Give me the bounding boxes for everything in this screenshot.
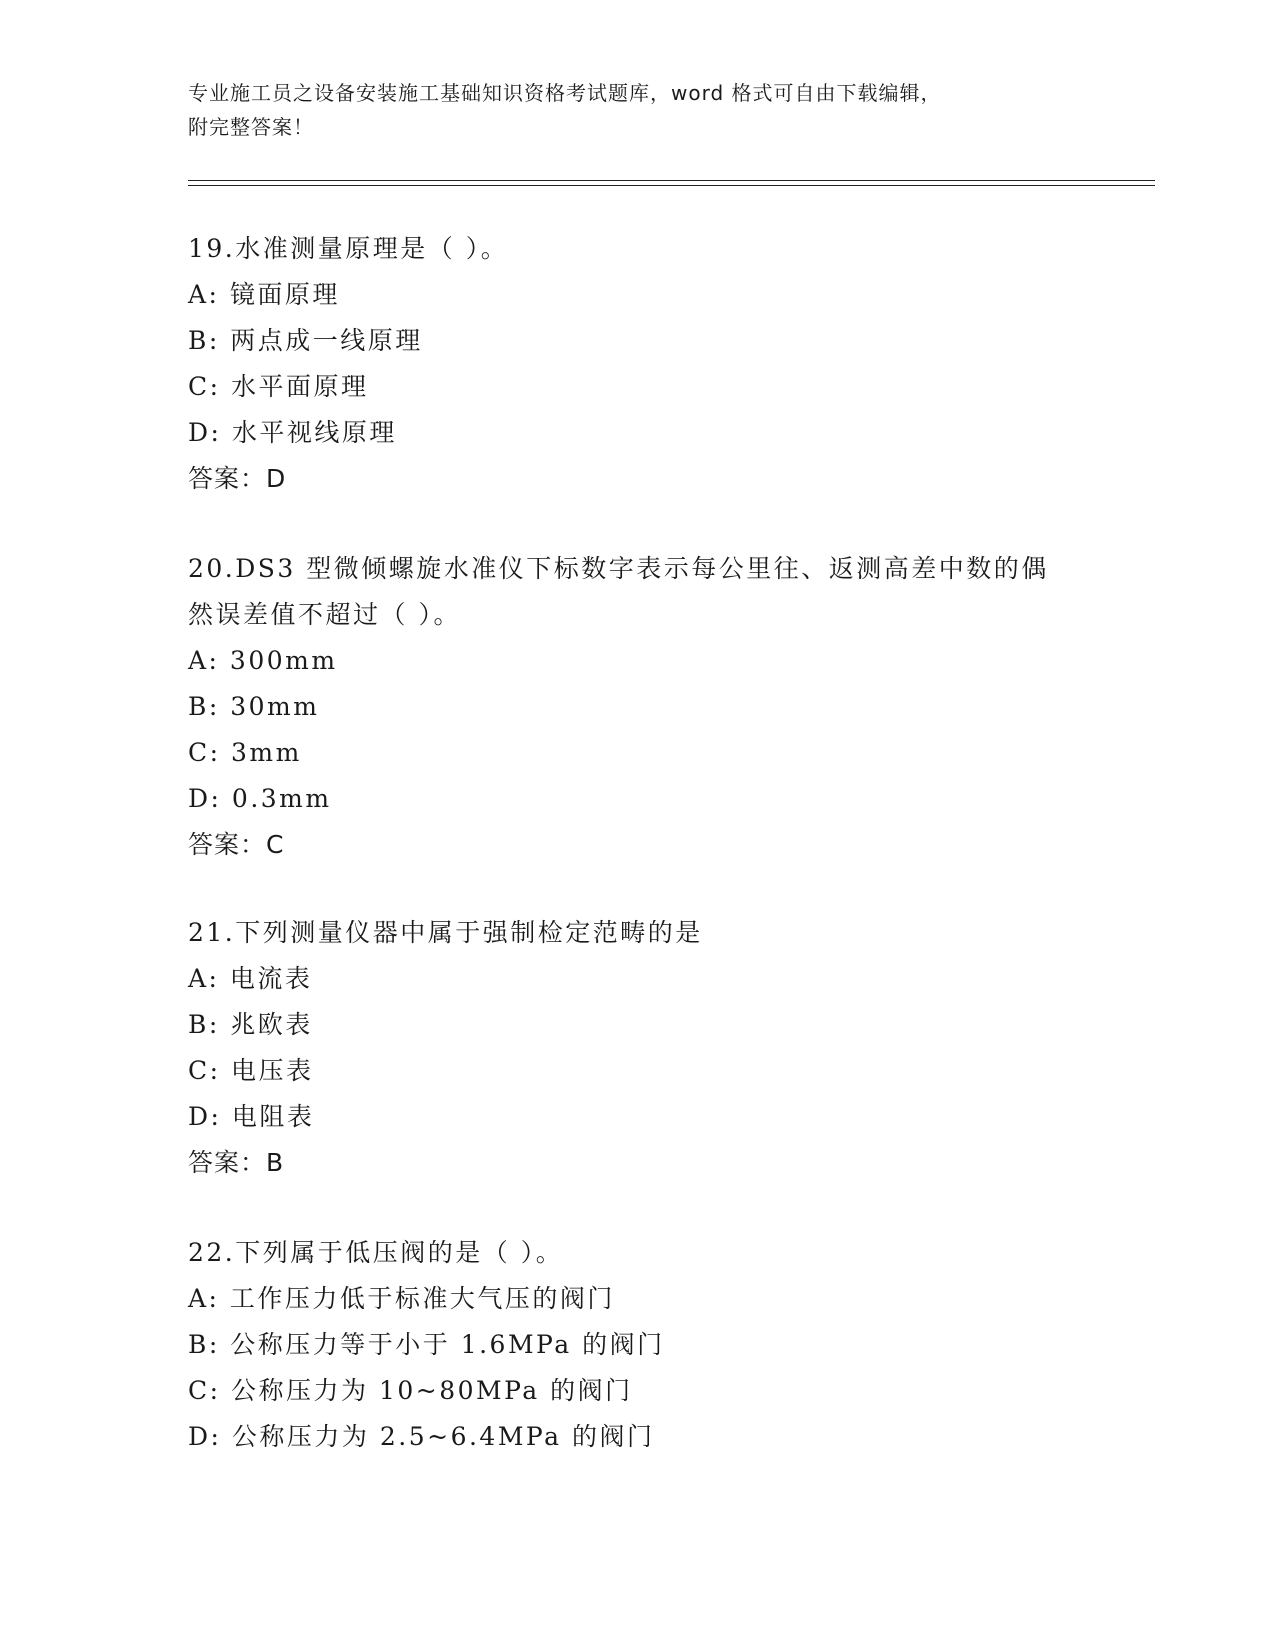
option-a: A: 镜面原理: [188, 280, 340, 309]
answer-line: 答案：C: [188, 830, 285, 859]
option-a: A: 电流表: [188, 964, 313, 993]
question-21: [188, 910, 1108, 1186]
option-c: C: 水平面原理: [188, 372, 369, 401]
header-line-1: 专业施工员之设备安装施工基础知识资格考试题库，word 格式可自由下载编辑，: [188, 81, 942, 105]
option-b: B: 30mm: [188, 692, 320, 721]
header-divider: [188, 180, 1155, 186]
question-stem: 21.下列测量仪器中属于强制检定范畴的是: [188, 918, 703, 947]
header-line-2: 附完整答案！: [188, 115, 314, 139]
question-stem-continued: 然误差值不超过（ ）。: [188, 600, 461, 629]
option-c: C: 电压表: [188, 1056, 314, 1085]
option-d: D: 0.3mm: [188, 784, 332, 813]
answer-line: 答案：D: [188, 464, 287, 493]
option-b: B: 两点成一线原理: [188, 326, 423, 355]
question-stem: 19.水准测量原理是（ ）。: [188, 234, 509, 263]
question-20: [188, 546, 1108, 868]
option-b: B: 兆欧表: [188, 1010, 313, 1039]
option-a: A: 300mm: [188, 646, 338, 675]
option-d: D: 水平视线原理: [188, 418, 397, 447]
option-b: B: 公称压力等于小于 1.6MPa 的阀门: [188, 1330, 665, 1359]
option-c: C: 3mm: [188, 738, 302, 767]
answer-line: 答案：B: [188, 1148, 285, 1177]
option-d: D: 电阻表: [188, 1102, 315, 1131]
question-19: [188, 226, 1108, 502]
question-stem: 20.DS3 型微倾螺旋水准仪下标数字表示每公里往、返测高差中数的偶: [188, 554, 1049, 583]
option-c: C: 公称压力为 10~80MPa 的阀门: [188, 1376, 633, 1405]
option-a: A: 工作压力低于标准大气压的阀门: [188, 1284, 615, 1313]
question-22: [188, 1230, 1108, 1460]
question-stem: 22.下列属于低压阀的是（ ）。: [188, 1238, 564, 1267]
option-d: D: 公称压力为 2.5~6.4MPa 的阀门: [188, 1422, 655, 1451]
document-header: [188, 76, 1088, 144]
